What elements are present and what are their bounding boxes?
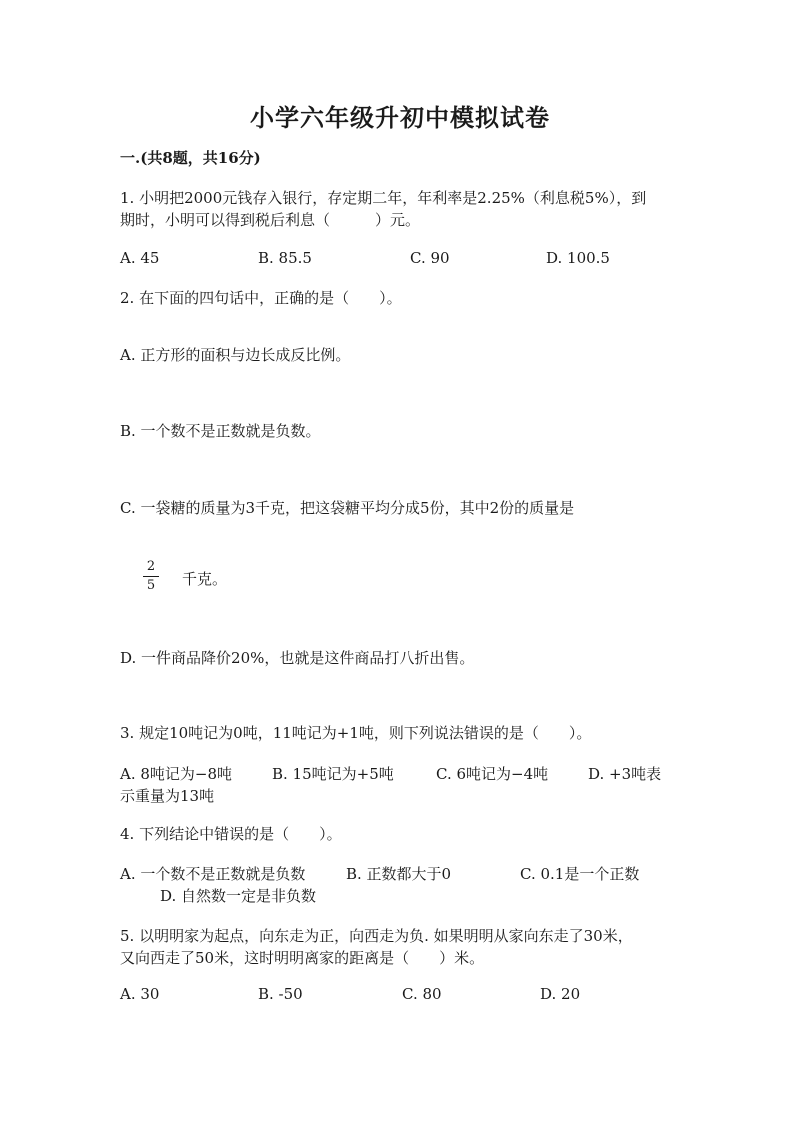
q2-option-d: D. 一件商品降价20%，也就是这件商品打八折出售。 [120,649,475,667]
q3-stem: 3. 规定10吨记为0吨，11吨记为+1吨，则下列说法错误的是（ ）。 [120,724,592,742]
q2-option-b: B. 一个数不是正数就是负数。 [120,422,321,440]
fraction [143,560,159,593]
q5-option-c: C. 80 [402,985,442,1003]
q4-stem: 4. 下列结论中错误的是（ ）。 [120,825,342,843]
q4-option-c: C. 0.1是一个正数 [520,865,640,883]
q5-option-a: A. 30 [120,985,160,1003]
q1-option-d: D. 100.5 [546,249,610,267]
q4-option-b: B. 正数都大于0 [346,865,452,883]
q2-stem: 2. 在下面的四句话中，正确的是（ ）。 [120,289,402,307]
fraction-denominator: 5 [146,578,156,593]
q5-option-b: B. -50 [258,985,303,1003]
q2-option-a: A. 正方形的面积与边长成反比例。 [120,346,351,364]
q3-option-d-wrap: 示重量为13吨 [120,787,215,805]
q1-option-a: A. 45 [120,249,160,267]
q5-option-d: D. 20 [540,985,581,1003]
fraction-numerator: 2 [146,559,156,574]
q5-stem-line1: 5. 以明明家为起点，向东走为正，向西走为负. 如果明明从家向东走了30米， [120,927,633,945]
q3-option-d: D. +3吨表 [588,765,662,783]
q3-option-b: B. 15吨记为+5吨 [272,765,394,783]
q5-stem-line2: 又向西走了50米，这时明明离家的距离是（ ）米。 [120,949,485,967]
q1-stem-line2: 期时，小明可以得到税后利息（ ）元。 [120,211,421,229]
q4-option-d: D. 自然数一定是非负数 [160,887,317,905]
page-title: 小学六年级升初中模拟试卷 [250,103,550,132]
q4-option-a: A. 一个数不是正数就是负数 [120,865,306,883]
section-heading: 一.(共8题，共16分) [120,149,261,167]
q1-stem-line1: 1. 小明把2000元钱存入银行，存定期二年，年利率是2.25%（利息税5%），到 [120,189,647,207]
q1-option-b: B. 85.5 [258,249,312,267]
q1-option-c: C. 90 [410,249,450,267]
q2-option-c: C. 一袋糖的质量为3千克，把这袋糖平均分成5份，其中2份的质量是 [120,499,575,517]
q2-option-c-unit: 千克。 [182,570,228,588]
q3-option-a: A. 8吨记为−8吨 [120,765,233,783]
fraction-bar [143,576,159,577]
q3-option-c: C. 6吨记为−4吨 [436,765,549,783]
